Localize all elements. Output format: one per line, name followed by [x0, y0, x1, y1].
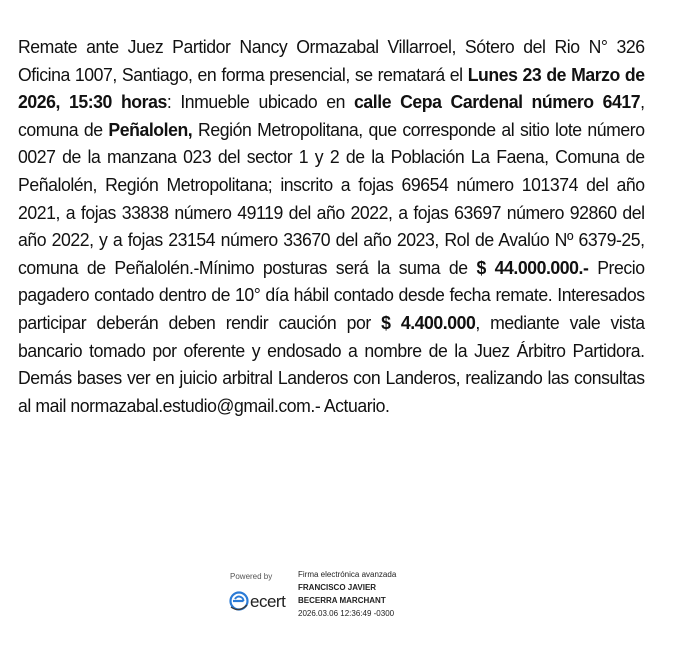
signer-name-last: BECERRA MARCHANT — [298, 596, 386, 605]
property-comuna: Peñalolen, — [108, 119, 193, 140]
ecert-logo-text: ecert — [250, 592, 286, 611]
notice-text-closing: , mediante vale vista bancario tomado por oferente y endosado a nombre de la Juez Árbitro Partidora. Demás bases ver en juicio arbitral Landeros con Landeros, realizando las consultas al mail normazabal.estudio@gmail.com.- Actuario. — [18, 312, 645, 416]
signature-type-label: Firma electrónica avanzada — [298, 570, 397, 579]
ecert-logo-icon — [228, 590, 250, 612]
notice-text-payment: Precio pagadero contado dentro de 10° día hábil contado desde fecha remate. Interesados participar deberán deben rendir caución por — [18, 257, 645, 333]
signer-name-first: FRANCISCO JAVIER — [298, 583, 377, 592]
powered-by-label: Powered by — [230, 572, 273, 581]
property-address: calle Cepa Cardenal número 6417 — [354, 92, 641, 113]
signature-details — [298, 568, 396, 620]
ecert-logo — [228, 590, 294, 616]
guarantee-amount: $ 4.400.000 — [381, 312, 476, 333]
auction-date: Lunes 23 de Marzo de 2026, 15:30 horas — [18, 64, 645, 113]
notice-text-details: Región Metropolitana, que corresponde al sitio lote número 0027 de la manzana 023 del sector 1 y 2 de la Población La Faena, Comuna de Peñalolén, Región Metropolitana; inscrito a fojas 69654 número 101374 del año 2021, a fojas 33838 número 49119 del año 2022, a fojas 63697 número 92860 del año 2022, y a fojas 23154 número 33670 del año 2023, Rol de Avalúo Nº 6379-25, comuna de Peñalolén.-Mínimo posturas será la suma de — [18, 119, 645, 278]
electronic-signature-block — [226, 566, 426, 630]
minimum-bid: $ 44.000.000.- — [476, 257, 589, 278]
signature-timestamp: 2026.03.06 12:36:49 -0300 — [298, 609, 395, 618]
notice-text-intro: Remate ante Juez Partidor Nancy Ormazabal Villarroel, Sótero del Rio N° 326 Oficina 1007, Santiago, en forma presencial, se rematará el — [18, 37, 645, 85]
notice-text-comuna: , comuna de — [18, 92, 645, 140]
auction-notice-text — [18, 34, 645, 420]
notice-text-property: : Inmueble ubicado en — [166, 92, 355, 113]
